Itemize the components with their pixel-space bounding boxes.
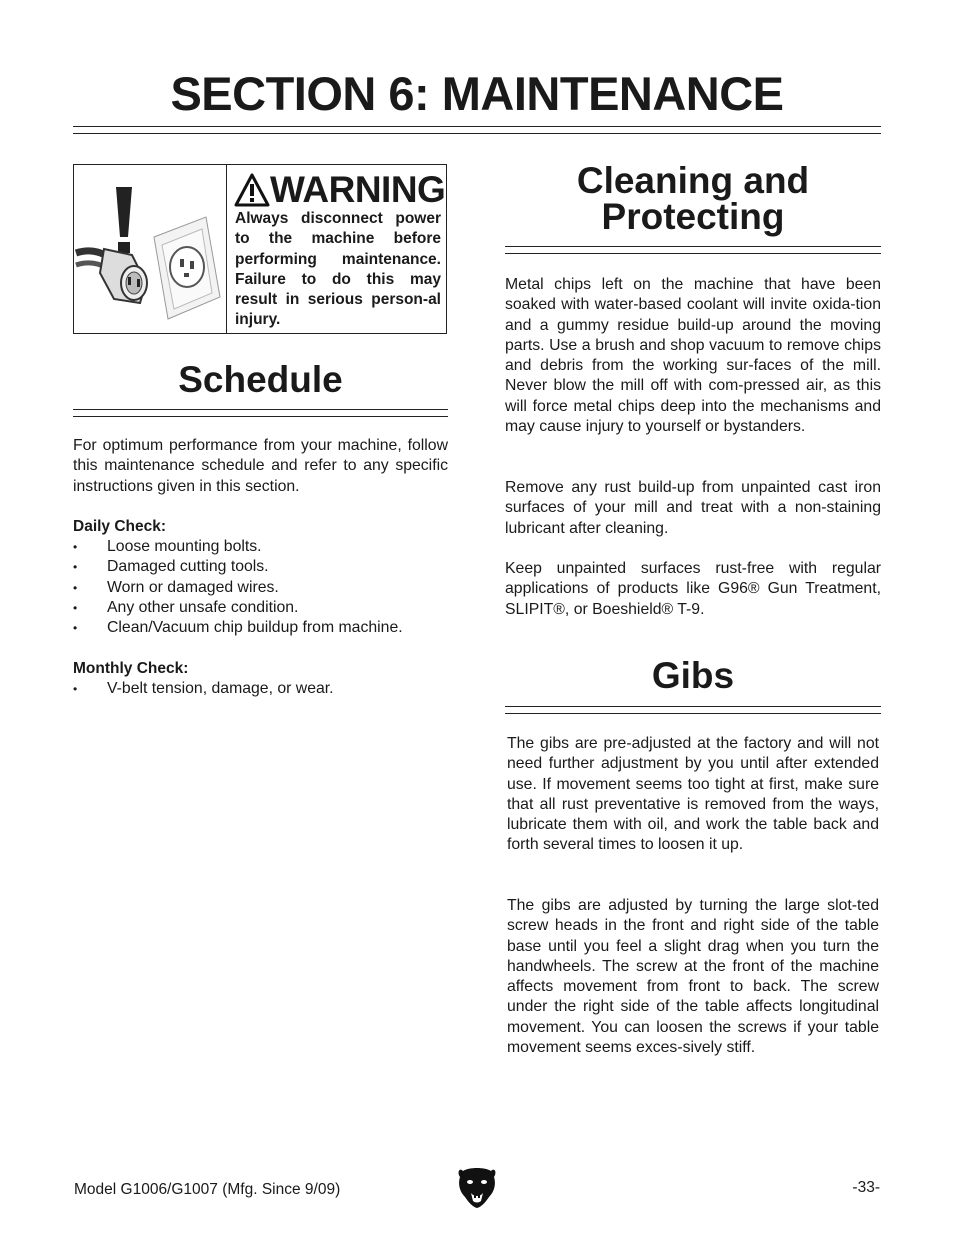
- gibs-heading: Gibs: [651, 655, 735, 696]
- cleaning-heading-line2: Protecting: [601, 196, 785, 237]
- warning-triangle-icon: [234, 173, 270, 207]
- list-item: • Clean/Vacuum chip buildup from machine.: [73, 618, 448, 638]
- warning-heading: [234, 169, 445, 211]
- bear-head-logo-icon: [457, 1165, 497, 1209]
- daily-check-label: Daily Check:: [73, 518, 167, 535]
- list-item: • Any other unsafe condition.: [73, 598, 448, 618]
- cleaning-heading-line1: Cleaning and: [576, 160, 810, 201]
- cleaning-paragraph: Keep unpainted surfaces rust-free with regular applications of products like G96® Gun Treatment, SLIPIT®, or Boeshield® T-9.: [505, 560, 881, 618]
- warning-box: [73, 164, 447, 334]
- footer-page-number: -33-: [852, 1179, 880, 1196]
- cleaning-rule: [505, 246, 881, 254]
- cleaning-paragraph: Metal chips left on the machine that have been soaked with water-based coolant will invite oxida-tion and a gummy residue build-up around the moving parts. Use a brush and shop vacuum to remove chips and debris from the working sur-faces of the mill. Never blow the mill off with com-pressed air, as this will force metal chips deep into the mechanisms and may cause injury to yourself or bystanders.: [505, 276, 881, 436]
- monthly-check-label: Monthly Check:: [73, 660, 189, 677]
- schedule-heading: Schedule: [178, 359, 343, 400]
- daily-check-list: [73, 537, 448, 638]
- monthly-check-list: [73, 679, 448, 699]
- cleaning-heading: [505, 160, 881, 237]
- title-rule: [73, 126, 881, 134]
- warning-text: Always disconnect power to the machine before performing maintenance. Failure to do this may result in serious person-al injury.: [235, 210, 441, 329]
- list-item: • Worn or damaged wires.: [73, 578, 448, 598]
- list-item: • Damaged cutting tools.: [73, 557, 448, 577]
- warning-word: WARNING: [270, 169, 446, 210]
- footer-model: Model G1006/G1007 (Mfg. Since 9/09): [74, 1181, 341, 1198]
- list-item: • Loose mounting bolts.: [73, 537, 448, 557]
- unplug-power-cord-icon: [74, 165, 227, 333]
- gibs-paragraph: The gibs are pre-adjusted at the factory and will not need further adjustment by you until after extended use. If movement seems too tight at first, make sure that all rust preventative is removed from the ways, lubricate them with oil, and work the table back and forth several times to loosen it up.: [507, 735, 879, 854]
- list-item: • V-belt tension, damage, or wear.: [73, 679, 448, 699]
- schedule-rule: [73, 409, 448, 417]
- cleaning-paragraph: Remove any rust build-up from unpainted cast iron surfaces of your mill and treat with a non-staining lubricant after cleaning.: [505, 479, 881, 537]
- schedule-intro: For optimum performance from your machine, follow this maintenance schedule and refer to any specific instructions given in this section.: [73, 437, 448, 495]
- gibs-rule: [505, 706, 881, 714]
- gibs-paragraph: The gibs are adjusted by turning the large slot-ted screw heads in the front and right side of the table base until you feel a slight drag when you turn the handwheels. The screw at the front of the machine affects movement from front to back. The screw under the right side of the table affects longitudinal movement. You can loosen the screws if your table movement seems exces-sively stiff.: [507, 897, 879, 1057]
- section-title: SECTION 6: MAINTENANCE: [170, 67, 784, 120]
